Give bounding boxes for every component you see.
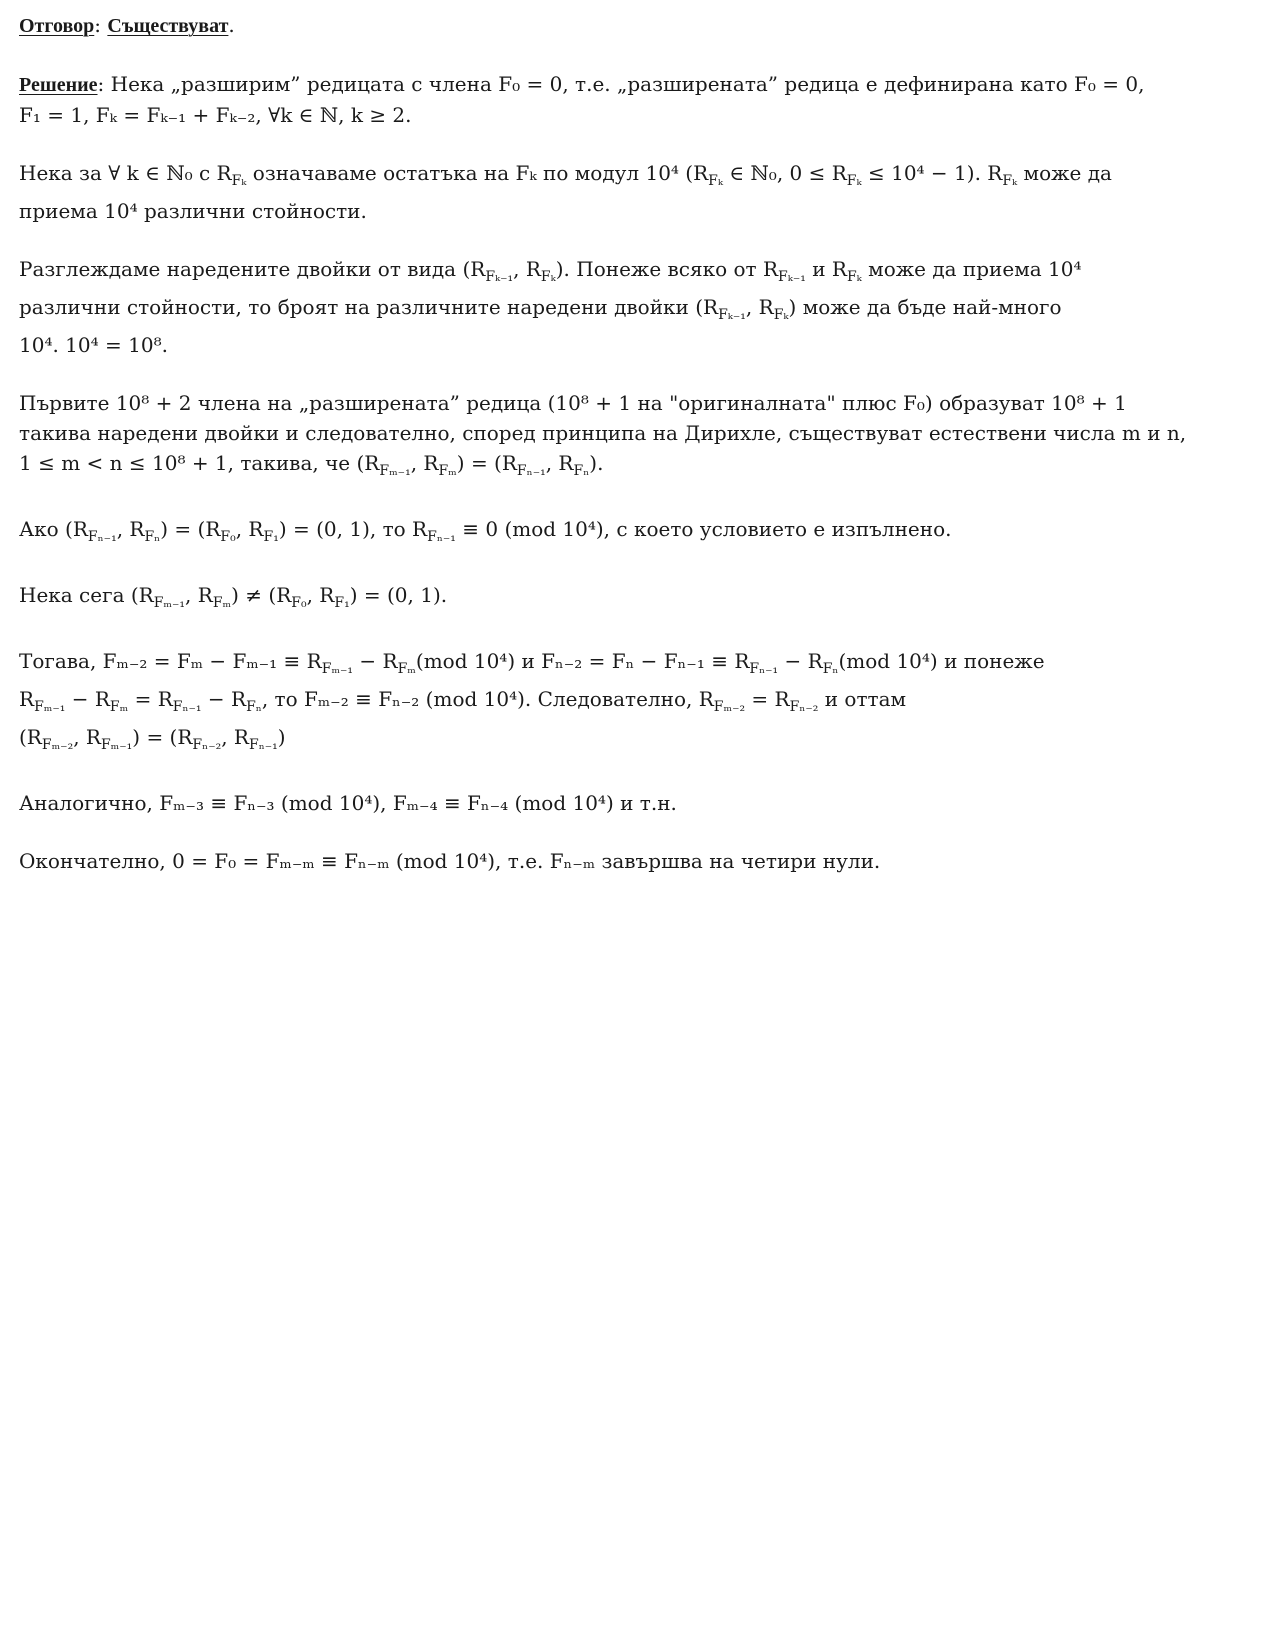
pairs-line-1: Разглеждаме наредените двойки от вида ($R_{F_{k-1}}$, $R_{F_k}$). Понеже всяко от $R_{F_{k-1}}$ и $R_{F_k}$ може да приема 10⁴ bbox=[19, 257, 1082, 285]
dirichlet-paragraph bbox=[19, 388, 1259, 486]
solution-separator: : bbox=[97, 72, 111, 96]
dirichlet-line-2: такива наредени двойки и следователно, според принципа на Дирихле, съществуват естествени числа m и n, bbox=[19, 421, 1187, 445]
pairs-line-2: различни стойности, то броят на различните наредени двойки ($R_{F_{k-1}}$, $R_{F_k}$) може да бъде най-много bbox=[19, 295, 1062, 323]
case1-line-1: Ако ($R_{F_{n-1}}$, $R_{F_n}) = (R_{F_0}$, $R_{F_1}) = (0$, 1), то $R_{F_{n-1}} \equiv 0$ (mod 10⁴), с което условието е изпълнено. bbox=[19, 517, 952, 545]
solution-line-2: F₁ = 1, Fₖ = Fₖ₋₁ + Fₖ₋₂, ∀k ∈ ℕ, k ≥ 2. bbox=[19, 103, 412, 127]
remainders-line-2: приема 10⁴ различни стойности. bbox=[19, 199, 367, 223]
document-page bbox=[19, 10, 1259, 904]
final-line-1: Окончателно, 0 = F₀ = Fₘ₋ₘ ≡ Fₙ₋ₘ (mod 10⁴), т.е. Fₙ₋ₘ завършва на четири нули. bbox=[19, 849, 881, 873]
final-paragraph bbox=[19, 846, 1259, 876]
dirichlet-line-1: Първите 10⁸ + 2 члена на „разширената” редица (10⁸ + 1 на "оригиналната" плюс F₀) образуват 10⁸ + 1 bbox=[19, 391, 1127, 415]
answer-label: Отговор bbox=[19, 15, 95, 37]
then-line-2: $R_{F_{m-1}} - R_{F_m} = R_{F_{n-1}} - R_{F_n}$, то Fₘ₋₂ ≡ Fₙ₋₂ (mod 10⁴). Следователно, $R_{F_{m-2}} = R_{F_{n-2}}$ и оттам bbox=[19, 687, 907, 715]
pairs-paragraph bbox=[19, 254, 1259, 360]
pairs-line-3: 10⁴. 10⁴ = 10⁸. bbox=[19, 333, 168, 357]
remainders-line-1: Нека за ∀ k ∈ ℕ₀ с $R_{F_k}$ означаваме остатъка на Fₖ по модул 10⁴ ($R_{F_k}$ ∈ ℕ₀, $0 \le R_{F_k} \le 10^4 - 1$). $R_{F_k}$ може да bbox=[19, 161, 1112, 189]
analog-line-1: Аналогично, Fₘ₋₃ ≡ Fₙ₋₃ (mod 10⁴), Fₘ₋₄ ≡ Fₙ₋₄ (mod 10⁴) и т.н. bbox=[19, 791, 677, 815]
remainders-paragraph bbox=[19, 158, 1259, 226]
answer-separator: : bbox=[94, 13, 108, 37]
solution-line-1 bbox=[19, 69, 1259, 100]
case2-line-1: Нека сега ($R_{F_{m-1}}$, $R_{F_m}) \ne (R_{F_0}$, $R_{F_1}) = (0$, 1). bbox=[19, 583, 448, 611]
solution-label: Решение bbox=[19, 74, 98, 96]
dirichlet-line-3: 1 ≤ m < n ≤ 10⁸ + 1, такива, че ($R_{F_{m-1}}$, $R_{F_m}) = (R_{F_{n-1}}$, $R_{F_n}$). bbox=[19, 451, 604, 479]
then-line-1: Тогава, $F_{m-2} = F_m - F_{m-1} \equiv R_{F_{m-1}} - R_{F_m}(mod$ 10⁴) и $F_{n-2} = F_n - F_{n-1} \equiv R_{F_{n-1}} - R_{F_n}(mod$ 10⁴) и понеже bbox=[19, 649, 1045, 677]
case2-paragraph bbox=[19, 580, 1259, 618]
solution-text-1: Нека „разширим” редицата с члена F₀ = 0, т.е. „разширената” редица е дефинирана като F₀ = 0, bbox=[110, 72, 1145, 96]
solution-paragraph bbox=[19, 69, 1259, 130]
answer-line bbox=[19, 10, 1259, 41]
answer-end: . bbox=[228, 13, 235, 37]
answer-value: Съществуват bbox=[107, 15, 229, 37]
analog-paragraph bbox=[19, 788, 1259, 818]
then-paragraph bbox=[19, 646, 1259, 760]
then-line-3: ($R_{F_{m-2}}$, $R_{F_{m-1}}) = (R_{F_{n-2}}$, $R_{F_{n-1}}$) bbox=[19, 725, 286, 753]
answer-paragraph bbox=[19, 10, 1259, 41]
case1-paragraph bbox=[19, 514, 1259, 552]
